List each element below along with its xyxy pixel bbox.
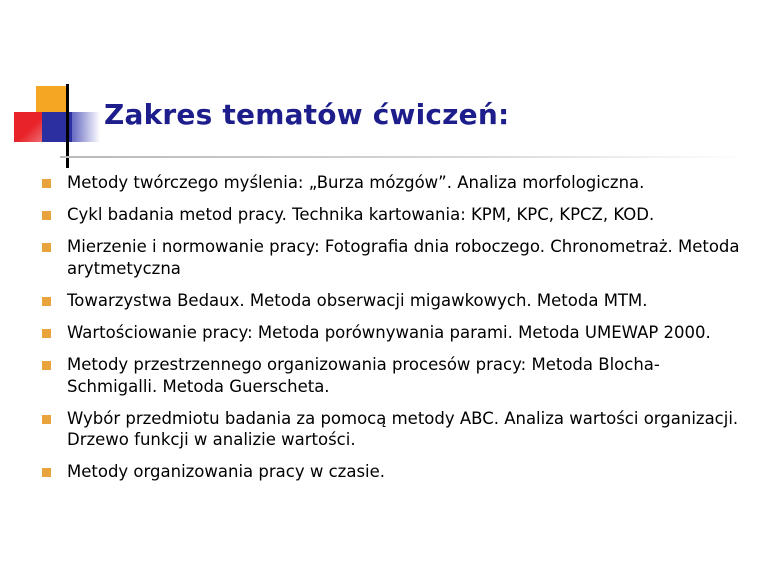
list-item-text: Metody twórczego myślenia: „Burza mózgów”. Analiza morfologiczna. bbox=[67, 173, 645, 192]
list-item-text: Mierzenie i normowanie pracy: Fotografia dnia roboczego. Chronometraż. Metoda arytmetyczna bbox=[67, 236, 740, 278]
list-item bbox=[42, 322, 742, 344]
bullet-square-icon bbox=[42, 468, 51, 477]
list-item bbox=[42, 236, 742, 280]
bullet-square-icon bbox=[42, 329, 51, 338]
title-divider bbox=[60, 156, 750, 158]
list-item-text: Towarzystwa Bedaux. Metoda obserwacji migawkowych. Metoda MTM. bbox=[67, 290, 648, 310]
list-item-text: Metody organizowania pracy w czasie. bbox=[67, 462, 386, 482]
bullet-square-icon bbox=[42, 211, 51, 220]
list-item-text: Metody przestrzennego organizowania procesów pracy: Metoda Blocha-Schmigalli. Metoda Guerscheta. bbox=[67, 354, 660, 396]
red-square-icon bbox=[14, 112, 44, 142]
list-item bbox=[42, 204, 742, 226]
bullet-square-icon bbox=[42, 179, 51, 188]
list-item bbox=[42, 354, 742, 398]
list-item-text: Wybór przedmiotu badania za pomocą metody ABC. Analiza wartości organizacji. Drzewo funkcji w analizie wartości. bbox=[67, 408, 739, 450]
list-item bbox=[42, 408, 742, 452]
bullet-square-icon bbox=[42, 297, 51, 306]
bullet-square-icon bbox=[42, 415, 51, 424]
list-item bbox=[42, 461, 742, 483]
list-item bbox=[42, 172, 742, 194]
list-item-text: Wartościowanie pracy: Metoda porównywania parami. Metoda UMEWAP 2000. bbox=[67, 322, 711, 342]
bullet-list bbox=[42, 172, 742, 493]
bullet-square-icon bbox=[42, 361, 51, 370]
list-item bbox=[42, 290, 742, 312]
bullet-square-icon bbox=[42, 243, 51, 252]
page-title: Zakres tematów ćwiczeń: bbox=[104, 98, 510, 131]
list-item-text: Cykl badania metod pracy. Technika kartowania: KPM, KPC, KPCZ, KOD. bbox=[67, 204, 655, 224]
